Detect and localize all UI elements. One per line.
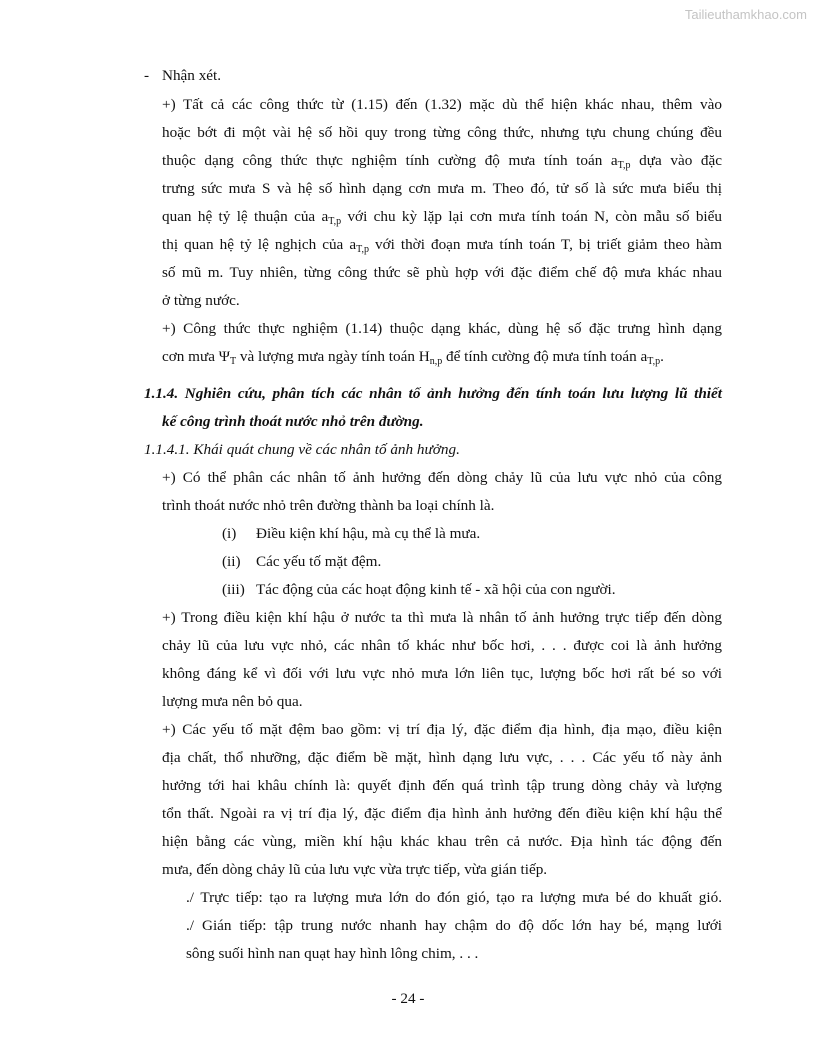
remarks-p1-line: +) Tất cả các công thức từ (1.15) đến (1.32) mặc dù thể hiện khác nhau, thêm vào: [162, 96, 722, 113]
body-c-line: hưởng tới hai khâu chính là: quyết định đến quá trình tập trung dòng chảy và lượng: [162, 777, 722, 794]
section-title: 1.1.4. Nghiên cứu, phân tích các nhân tố ảnh hưởng đến tính toán lưu lượng lũ thiết: [144, 385, 722, 402]
remarks-p2-line: +) Công thức thực nghiệm (1.14) thuộc dạng khác, dùng hệ số đặc trưng hình dạng: [162, 320, 722, 337]
watermark: Tailieuthamkhao.com: [684, 7, 807, 22]
body-a-line: trình thoát nước nhỏ trên đường thành ba loại chính là.: [162, 497, 495, 514]
remarks-p1-line: số mũ m. Tuy nhiên, từng công thức sẽ phù hợp với đặc điểm chế độ mưa khác nhau: [162, 264, 722, 281]
remarks-p1-line: ở từng nước.: [162, 292, 240, 309]
remarks-p2-line: cơn mưa $\Psi_T$ và lượng mưa ngày tính toán $H_{n,p}$ để tính cường độ mưa tính toán $a_{T,p}$.: [162, 348, 664, 367]
subsection-title: 1.1.4.1. Khái quát chung về các nhân tố ảnh hưởng.: [144, 441, 460, 458]
body-b-line: không đáng kể vì đối với lưu vực nhỏ mưa lớn liên tục, lượng bốc hơi rất bé so với: [162, 665, 722, 682]
remarks-p1-line: hoặc bớt đi một vài hệ số hồi quy trong từng công thức, nhưng tựu chung chúng đều: [162, 124, 722, 141]
remarks-p1-line: thuộc dạng công thức thực nghiệm tính cường độ mưa tính toán $a_{T,p}$ dựa vào đặc: [162, 152, 722, 171]
body-b-line: chảy lũ của lưu vực nhỏ, các nhân tố khác như bốc hơi, . . . được coi là ảnh hưởng: [162, 637, 722, 654]
remarks-p1-line: thị quan hệ tỷ lệ nghịch của $a_{T,p}$ với thời đoạn mưa tính toán T, bị triết giảm theo hàm: [162, 236, 722, 255]
page-number: - 24 -: [391, 990, 425, 1007]
body-c-line: địa chất, thổ nhưỡng, đặc điểm bề mặt, hình dạng lưu vực, . . . Các yếu tố này ảnh: [162, 749, 722, 766]
body-c-line: mưa, đến dòng chảy lũ của lưu vực vừa trực tiếp, vừa gián tiếp.: [162, 861, 548, 878]
list-item: (i) Điều kiện khí hậu, mà cụ thể là mưa.: [222, 525, 481, 542]
list-item: (ii) Các yếu tố mặt đệm.: [222, 553, 382, 570]
body-e-line: sông suối hình nan quạt hay hình lông chim, . . .: [186, 945, 479, 962]
list-item: (iii) Tác động của các hoạt động kinh tế - xã hội của con người.: [222, 581, 616, 598]
body-b-line: +) Trong điều kiện khí hậu ở nước ta thì mưa là nhân tố ảnh hưởng trực tiếp đến dòng: [162, 609, 722, 626]
body-c-line: +) Các yếu tố mặt đệm bao gồm: vị trí địa lý, đặc điểm địa hình, địa mạo, điều kiện: [162, 721, 722, 738]
body-b-line: lượng mưa nên bỏ qua.: [162, 693, 303, 710]
remarks-p1-line: trưng sức mưa S và hệ số hình dạng cơn mưa m. Theo đó, tử số là sức mưa biểu thị: [162, 180, 722, 197]
body-c-line: hiện bằng các vùng, miền khí hậu khác khau trên cả nước. Địa hình tác động đến: [162, 833, 722, 850]
body-d-line: ./ Trực tiếp: tạo ra lượng mưa lớn do đón gió, tạo ra lượng mưa bé do khuất gió.: [186, 889, 722, 906]
remarks-p1-line: quan hệ tỷ lệ thuận của $a_{T,p}$ với chu kỳ lặp lại cơn mưa tính toán N, còn mẫu số biểu: [162, 208, 722, 227]
body-c-line: tổn thất. Ngoài ra vị trí địa lý, đặc điểm địa hình ảnh hưởng đến điều kiện khí hậu thể: [162, 805, 722, 822]
body-e-line: ./ Gián tiếp: tập trung nước nhanh hay chậm do độ dốc lớn hay bé, mạng lưới: [186, 917, 722, 934]
section-title-cont: kế công trình thoát nước nhỏ trên đường.: [162, 413, 424, 430]
remarks-dash: -: [144, 67, 150, 84]
remarks-heading: Nhận xét.: [162, 67, 222, 84]
body-a-line: +) Có thể phân các nhân tố ảnh hưởng đến dòng chảy lũ của lưu vực nhỏ của công: [162, 469, 722, 486]
